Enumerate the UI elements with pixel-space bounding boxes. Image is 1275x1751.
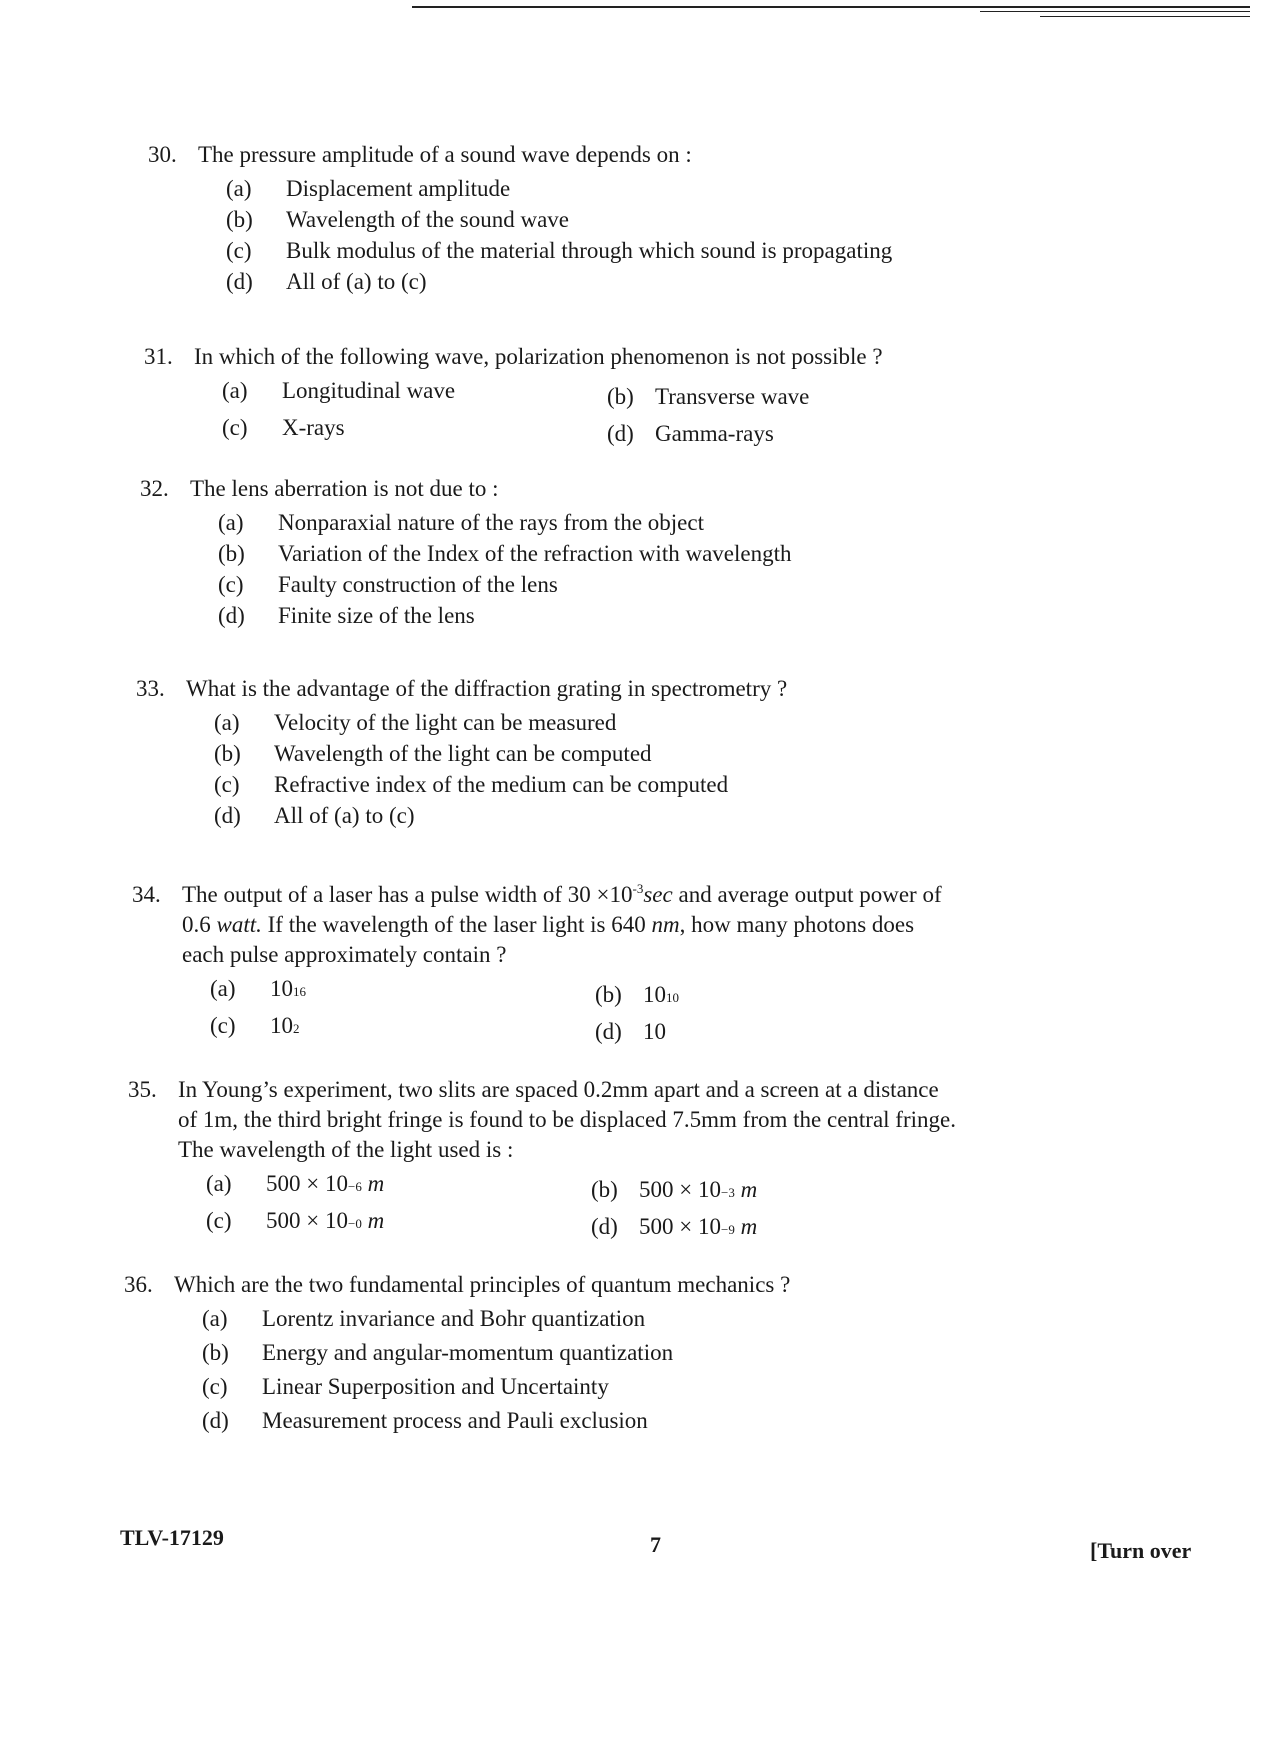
option-a: (a) Nonparaxial nature of the rays from the object: [218, 510, 704, 535]
question-number: 36.: [124, 1272, 153, 1297]
option-c: (c) 500 × 10 −0 m: [206, 1208, 385, 1233]
options-grid: [222, 376, 907, 450]
option-d: (d) 500 × 10 −9 m: [591, 1214, 758, 1239]
question-number: 34.: [132, 882, 161, 907]
option-b: (b) Wavelength of the light can be computed: [214, 741, 652, 766]
options-list: [226, 174, 892, 298]
options-list: [202, 1304, 790, 1440]
question-number: 33.: [136, 676, 165, 701]
option-d: (d) Measurement process and Pauli exclusion: [202, 1408, 648, 1433]
question-31: [144, 342, 907, 450]
option-b: (b) Variation of the Index of the refraction with wavelength: [218, 541, 792, 566]
options-grid: [210, 974, 942, 1048]
question-stem: In which of the following wave, polarization phenomenon is not possible ?: [194, 344, 883, 369]
option-b: (b) Wavelength of the sound wave: [226, 207, 570, 232]
option-a: (a) Displacement amplitude: [226, 176, 511, 201]
header-rule: [412, 6, 1250, 8]
question-30: [148, 140, 892, 298]
option-c: (c) Bulk modulus of the material through which sound is propagating: [226, 238, 893, 263]
question-33: [136, 674, 787, 832]
option-d: (d) 10: [595, 1019, 666, 1044]
question-stem: In Young’s experiment, two slits are spaced 0.2mm apart and a screen at a distance of 1m, the third bright fringe is found to be displaced 7.5mm from the central fringe. The wavelength of the light used is :: [178, 1077, 956, 1162]
option-d: (d) Finite size of the lens: [218, 603, 475, 628]
question-number: 32.: [140, 476, 169, 501]
option-b: (b) Transverse wave: [607, 384, 810, 409]
header-rule: [1040, 16, 1250, 17]
question-32: [140, 474, 791, 632]
option-c: (c) Faulty construction of the lens: [218, 572, 558, 597]
option-d: (d) All of (a) to (c): [226, 269, 427, 294]
option-a: (a) Velocity of the light can be measured: [214, 710, 617, 735]
option-d: (d) Gamma-rays: [607, 421, 774, 446]
option-b: (b) Energy and angular-momentum quantization: [202, 1340, 674, 1365]
question-number: 30.: [148, 142, 177, 167]
option-b: (b) 500 × 10 −3 m: [591, 1177, 758, 1202]
option-a: (a) 10 16: [210, 976, 306, 1001]
options-list: [214, 708, 787, 832]
question-36: [124, 1270, 790, 1440]
paper-code: TLV-17129: [120, 1525, 224, 1550]
header-rule: [980, 11, 1250, 12]
option-a: (a) Lorentz invariance and Bohr quantization: [202, 1306, 646, 1331]
option-b: (b) 10 10: [595, 982, 679, 1007]
question-stem: The pressure amplitude of a sound wave depends on :: [198, 142, 692, 167]
option-d: (d) All of (a) to (c): [214, 803, 415, 828]
question-stem: Which are the two fundamental principles of quantum mechanics ?: [174, 1272, 791, 1297]
option-a: (a) 500 × 10 −6 m: [206, 1171, 385, 1196]
option-c: (c) Refractive index of the medium can be computed: [214, 772, 729, 797]
question-35: [128, 1075, 956, 1243]
option-c: (c) 10 2: [210, 1013, 300, 1038]
question-number: 31.: [144, 344, 173, 369]
question-34: [132, 880, 942, 1048]
options-list: [218, 508, 791, 632]
option-a: (a) Longitudinal wave: [222, 378, 456, 403]
question-stem: The output of a laser has a pulse width of $30 \times 10^{-3}\sec$ and average output power of 0.6 watt. If the wavelength of the laser light is 640 nm, how many photons does each pulse approximately contain ?: [182, 881, 942, 967]
options-grid: [206, 1169, 956, 1243]
question-number: 35.: [128, 1077, 157, 1102]
option-c: (c) X-rays: [222, 415, 345, 440]
question-stem: What is the advantage of the diffraction grating in spectrometry ?: [186, 676, 788, 701]
option-c: (c) Linear Superposition and Uncertainty: [202, 1374, 609, 1399]
question-stem: The lens aberration is not due to :: [190, 476, 499, 501]
page-number: 7: [650, 1532, 661, 1557]
turn-over-note: [Turn over: [1090, 1538, 1192, 1563]
